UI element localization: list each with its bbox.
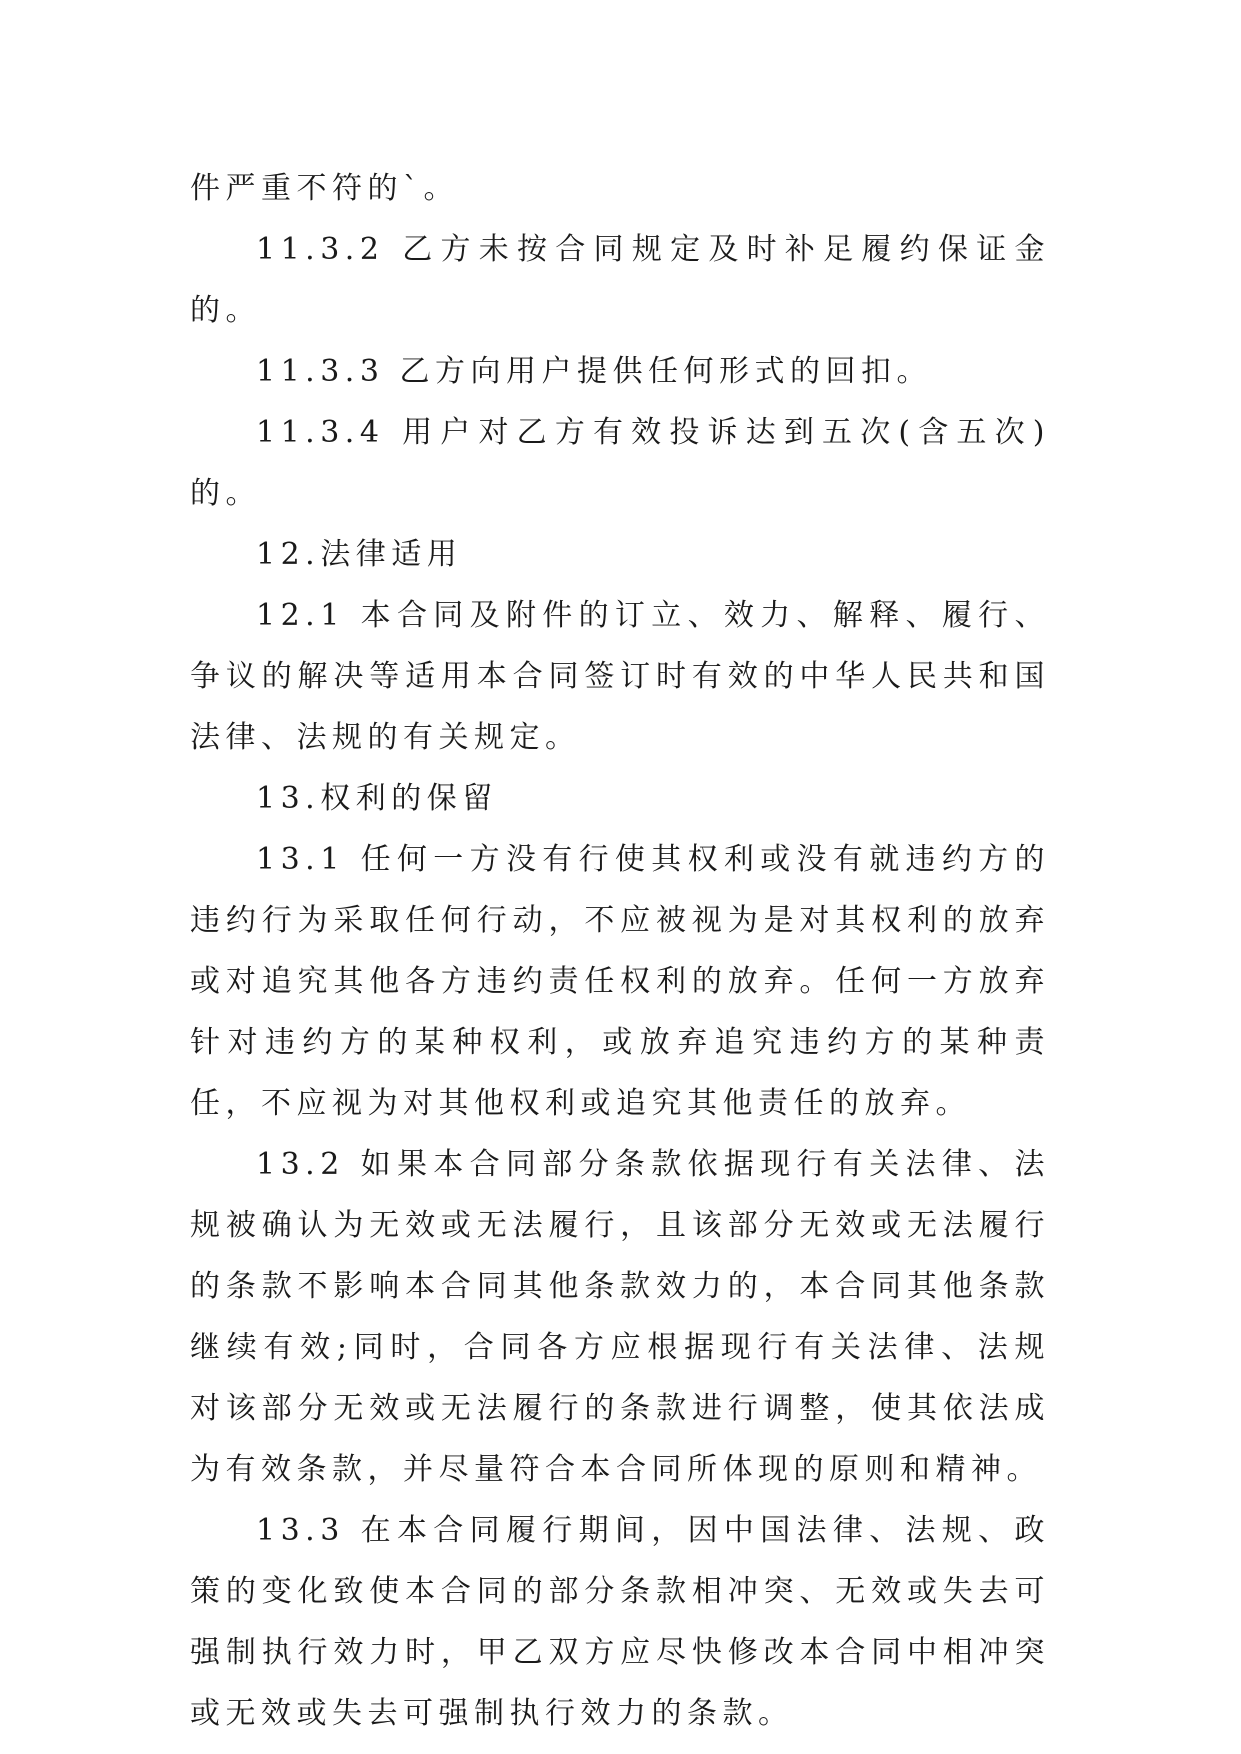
paragraph-11-3-3: 11.3.3 乙方向用户提供任何形式的回扣。 (256, 354, 932, 389)
paragraph-11-3-4: 11.3.4 用户对乙方有效投诉达到五次(含五次)的。 (190, 415, 1050, 511)
paragraph-13-3: 13.3 在本合同履行期间，因中国法律、法规、政策的变化致使本合同的部分条款相冲突、无效或失去可强制执行效力时，甲乙双方应尽快修改本合同中相冲突或无效或失去可强制执行效力的条款。 (190, 1513, 1050, 1731)
paragraph-13-2: 13.2 如果本合同部分条款依据现行有关法律、法规被确认为无效或无法履行，且该部分无效或无法履行的条款不影响本合同其他条款效力的，本合同其他条款继续有效;同时，合同各方应根据现行有关法律、法规对该部分无效或无法履行的条款进行调整，使其依法成为有效条款，并尽量符合本合同所体现的原则和精神。 (190, 1147, 1050, 1487)
section-heading-12: 12.法律适用 (256, 537, 463, 572)
paragraph-11-3-2: 11.3.2 乙方未按合同规定及时补足履约保证金的。 (190, 232, 1050, 328)
paragraph-continuation: 件严重不符的`。 (190, 171, 459, 206)
section-heading-13: 13.权利的保留 (256, 781, 498, 816)
document-body (190, 158, 1050, 1744)
paragraph-13-1: 13.1 任何一方没有行使其权利或没有就违约方的违约行为采取任何行动，不应被视为是对其权利的放弃或对追究其他各方违约责任权利的放弃。任何一方放弃针对违约方的某种权利，或放弃追究违约方的某种责任，不应视为对其他权利或追究其他责任的放弃。 (190, 842, 1050, 1121)
paragraph-12-1: 12.1 本合同及附件的订立、效力、解释、履行、争议的解决等适用本合同签订时有效的中华人民共和国法律、法规的有关规定。 (190, 598, 1050, 755)
